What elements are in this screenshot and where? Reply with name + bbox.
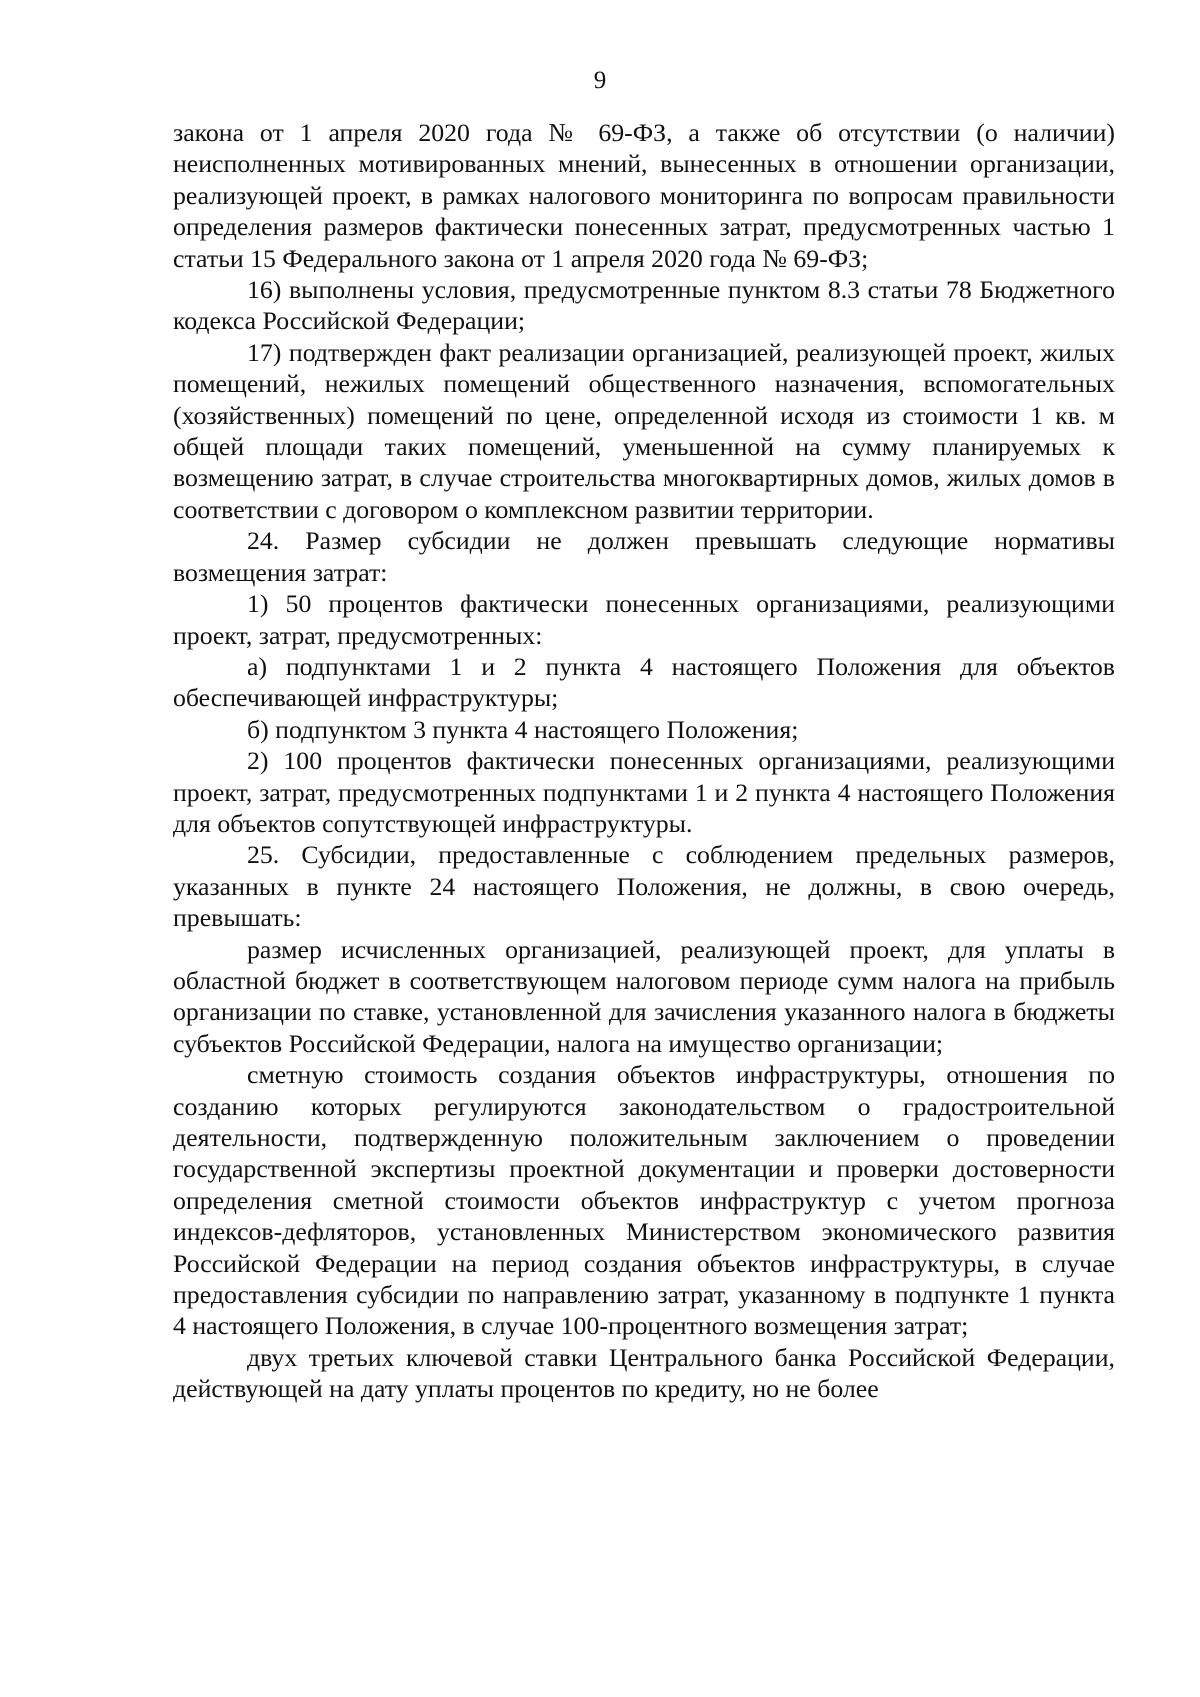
paragraph-clause-24-item-1b: б) подпунктом 3 пункта 4 настоящего Положения; xyxy=(247,714,799,744)
page-number: 9 xyxy=(593,67,607,94)
paragraph-limit-key-rate: двух третьих ключевой ставки Центрального банка Российской Федерации, действующей на дату уплаты процентов по кредиту, но не более xyxy=(173,1342,1115,1404)
paragraph-clause-24: 24. Размер субсидии не должен превышать следующие нормативы возмещения затрат: xyxy=(173,526,1115,587)
paragraph-limit-tax: размер исчисленных организацией, реализующей проект, для уплаты в областной бюджет в соответствующем налоговом периоде сумм налога на прибыль организации по ставке, установленной для зачисления указанного налога в бюджеты субъектов Российской Федерации, налога на имущество организации; xyxy=(173,934,1115,1058)
paragraph-clause-24-item-1a: а) подпунктами 1 и 2 пункта 4 настоящего Положения для объектов обеспечивающей инфраструктуры; xyxy=(173,651,1115,713)
paragraph-continuation: закона от 1 апреля 2020 года № 69-ФЗ, а также об отсутствии (о наличии) неисполненных мотивированных мнений, вынесенных в отношении организации, реализующей проект, в рамках налогового мониторинга по вопросам правильности определения размеров фактически понесенных затрат, предусмотренных частью 1 статьи 15 Федерального закона от 1 апреля 2020 года № 69-ФЗ; xyxy=(173,118,1115,273)
paragraph-clause-25: 25. Субсидии, предоставленные с соблюдением предельных размеров, указанных в пункте 24 настоящего Положения, не должны, в свою очередь, превышать: xyxy=(173,840,1115,933)
paragraph-limit-estimate: сметную стоимость создания объектов инфраструктуры, отношения по созданию которых регулируются законодательством о градостроительной деятельности, подтвержденную положительным заключением о проведении государственной экспертизы проектной документации и проверки достоверности определения сметной стоимости объектов инфраструктур с учетом прогноза индексов-дефляторов, установленных Министерством экономического развития Российской Федерации на период создания объектов инфраструктуры, в случае предоставления субсидии по направлению затрат, указанному в подпункте 1 пункта 4 настоящего Положения, в случае 100-процентного возмещения затрат; xyxy=(173,1060,1115,1341)
paragraph-item-16: 16) выполнены условия, предусмотренные пунктом 8.3 статьи 78 Бюджетного кодекса Российской Федерации; xyxy=(173,275,1115,336)
paragraph-item-17: 17) подтвержден факт реализации организацией, реализующей проект, жилых помещений, нежилых помещений общественного назначения, вспомогательных (хозяйственных) помещений по цене, определенной исходя из стоимости 1 кв. м общей площади таких помещений, уменьшенной на сумму планируемых к возмещению затрат, в случае строительства многоквартирных домов, жилых домов в соответствии с договором о комплексном развитии территории. xyxy=(173,337,1115,524)
paragraph-clause-24-item-1: 1) 50 процентов фактически понесенных организациями, реализующими проект, затрат, предусмотренных: xyxy=(173,589,1115,650)
paragraph-clause-24-item-2: 2) 100 процентов фактически понесенных организациями, реализующими проект, затрат, предусмотренных подпунктами 1 и 2 пункта 4 настоящего Положения для объектов сопутствующей инфраструктуры. xyxy=(173,746,1115,838)
document-body xyxy=(173,117,1115,1405)
